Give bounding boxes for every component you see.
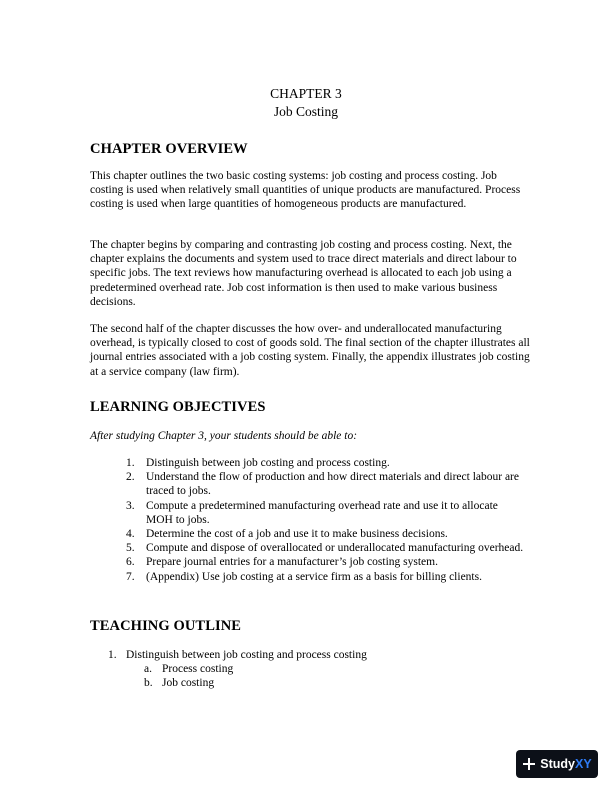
list-text: Compute a predetermined manufacturing overhead rate and use it to allocate MOH to jobs.	[146, 499, 498, 526]
list-number: 6.	[126, 556, 135, 569]
list-number: 4.	[126, 528, 135, 541]
list-text: (Appendix) Use job costing at a service firm as a basis for billing clients.	[146, 570, 482, 583]
brand-name	[540, 757, 591, 771]
outline-heading: TEACHING OUTLINE	[90, 618, 242, 634]
overview-paragraph-2: The chapter begins by comparing and contrasting job costing and process costing. Next, the chapter explains the documents and system used to trace direct materials and direct labour to specific jobs. The text reviews how manufacturing overhead is allocated to each job using a predetermined overhead rate. Job cost information is then used to make various business decisions.	[90, 239, 517, 308]
list-number: 1.	[126, 457, 135, 469]
outline-text: Distinguish between job costing and process costing	[126, 649, 367, 661]
outline-subtext: Job costing	[162, 677, 215, 690]
brand-main: Study	[540, 757, 576, 771]
teaching-outline	[108, 648, 508, 691]
list-item	[126, 470, 526, 498]
overview-paragraph-1: This chapter outlines the two basic costing systems: job costing and process costing. Job costing is used when relatively small quantities of unique products are manufactured. Process costing is used when large quantities of homogeneous products are manufactured.	[90, 170, 521, 211]
list-text: Determine the cost of a job and use it to make business decisions.	[146, 528, 448, 541]
outline-subitem	[108, 676, 508, 690]
list-number: 3.	[126, 499, 135, 512]
chapter-number: CHAPTER 3	[270, 86, 342, 101]
outline-subnumber: b.	[144, 677, 153, 690]
list-text: Prepare journal entries for a manufacturer’s job costing system.	[146, 556, 438, 569]
outline-number: 1.	[108, 649, 117, 661]
plus-icon	[522, 757, 536, 771]
list-text: Distinguish between job costing and process costing.	[146, 457, 390, 469]
brand-accent: XY	[575, 757, 592, 771]
chapter-title: Job Costing	[273, 104, 339, 119]
list-number: 7.	[126, 570, 135, 583]
list-text: Compute and dispose of overallocated or underallocated manufacturing overhead.	[146, 542, 524, 555]
list-item	[126, 499, 526, 527]
studyxy-badge[interactable]	[516, 750, 598, 778]
list-number: 5.	[126, 542, 135, 555]
list-item	[126, 541, 526, 555]
outline-item	[108, 648, 508, 662]
list-item	[126, 527, 526, 541]
objectives-heading: LEARNING OBJECTIVES	[90, 399, 266, 415]
objectives-list	[126, 456, 526, 584]
list-item	[126, 456, 526, 470]
outline-subtext: Process costing	[162, 663, 234, 676]
list-text: Understand the flow of production and how direct materials and direct labour are traced to jobs.	[146, 471, 519, 498]
outline-subnumber: a.	[144, 663, 152, 676]
list-item	[126, 555, 526, 569]
outline-subitem	[108, 662, 508, 676]
overview-heading: CHAPTER OVERVIEW	[90, 141, 248, 157]
list-number: 2.	[126, 471, 135, 484]
objectives-intro: After studying Chapter 3, your students should be able to:	[90, 430, 358, 442]
list-item	[126, 570, 526, 584]
overview-paragraph-3: The second half of the chapter discusses the how over- and underallocated manufacturing overhead, is typically closed to cost of goods sold. The final section of the chapter illustrates all journal entries associated with a job costing system. Finally, the appendix illustrates job costing at a service company (law firm).	[90, 323, 530, 378]
